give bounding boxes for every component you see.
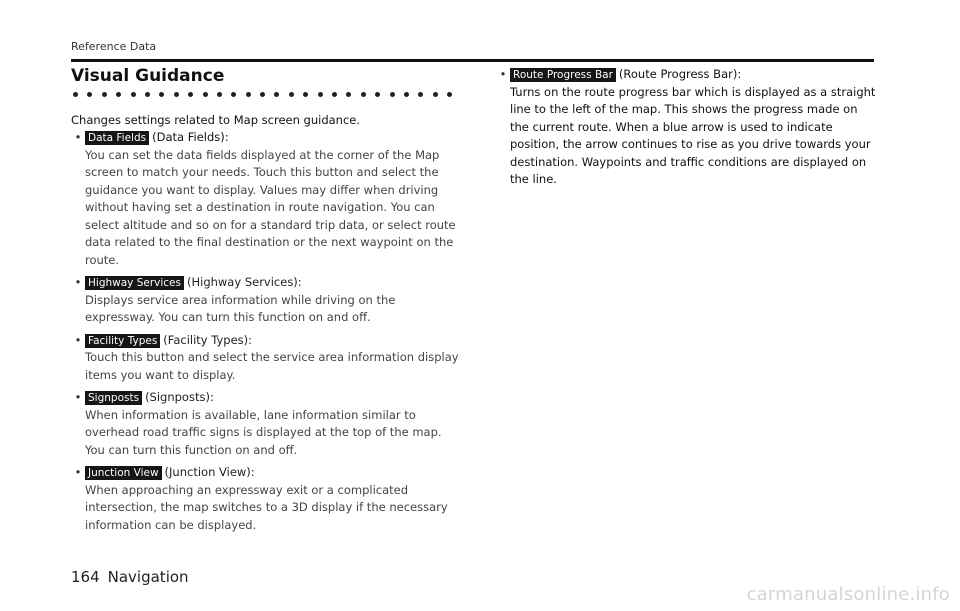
section-label: Reference Data bbox=[71, 40, 157, 53]
bullet: • bbox=[74, 275, 82, 289]
item-description: When approaching an expressway exit or a complicated intersection, the map switches to a 3D display if the necessary information can be displayed. bbox=[85, 482, 448, 532]
list-item bbox=[71, 129, 461, 269]
intro-text: Changes settings related to Map screen guidance. bbox=[71, 113, 361, 127]
item-description: Turns on the route progress bar which is displayed as a straight line to the left of the map. This shows the progress made on the current route. When a blue arrow is used to indicate position, the arrow continues to rise as you drive towards your destination. Waypoints and traffic conditions are displayed on the line. bbox=[510, 84, 876, 186]
left-column bbox=[71, 112, 461, 534]
item-label: (Route Progress Bar): bbox=[618, 67, 742, 81]
bullet: • bbox=[499, 67, 507, 81]
page-footer bbox=[71, 568, 189, 586]
list-item bbox=[71, 332, 461, 385]
list-item bbox=[71, 389, 461, 459]
page-title: Visual Guidance bbox=[71, 66, 225, 86]
page-number: 164 bbox=[71, 568, 100, 586]
item-label: (Junction View): bbox=[164, 465, 255, 479]
list-item bbox=[71, 274, 461, 327]
item-label: (Signposts): bbox=[145, 390, 214, 404]
highway-services-button: Highway Services bbox=[85, 276, 184, 290]
item-description: Displays service area information while driving on the expressway. You can turn this function on and off. bbox=[85, 292, 396, 324]
list-item bbox=[71, 464, 461, 534]
right-column bbox=[496, 66, 876, 189]
signposts-button: Signposts bbox=[85, 391, 142, 405]
item-label: (Highway Services): bbox=[186, 275, 302, 289]
header-rule bbox=[71, 59, 874, 62]
footer-section: Navigation bbox=[107, 568, 189, 586]
bullet: • bbox=[74, 465, 82, 479]
junction-view-button: Junction View bbox=[85, 466, 162, 480]
bullet: • bbox=[74, 390, 82, 404]
watermark: carmanualsonline.info bbox=[746, 584, 950, 605]
bullet: • bbox=[74, 130, 82, 144]
data-fields-button: Data Fields bbox=[85, 131, 149, 145]
item-description: When information is available, lane information similar to overhead road traffic signs is displayed at the top of the map. You can turn this function on and off. bbox=[85, 407, 442, 457]
bullet: • bbox=[74, 332, 82, 347]
item-description: You can set the data fields displayed at the corner of the Map screen to match your needs. Touch this button and select the guidance you want to display. Values may differ when driving without having set a destination in route navigation. You can select altitude and so on for a standard trip data, or select route data related to the final destination or the next waypoint on the route. bbox=[85, 147, 456, 267]
item-description: Touch this button and select the service area information display items you want to display. bbox=[85, 350, 459, 382]
list-item bbox=[496, 66, 876, 189]
facility-types-button: Facility Types bbox=[85, 334, 160, 348]
route-progress-bar-button: Route Progress Bar bbox=[510, 68, 616, 82]
item-label: (Facility Types): bbox=[163, 332, 253, 347]
dot-divider bbox=[73, 92, 452, 97]
item-label: (Data Fields): bbox=[152, 130, 229, 144]
